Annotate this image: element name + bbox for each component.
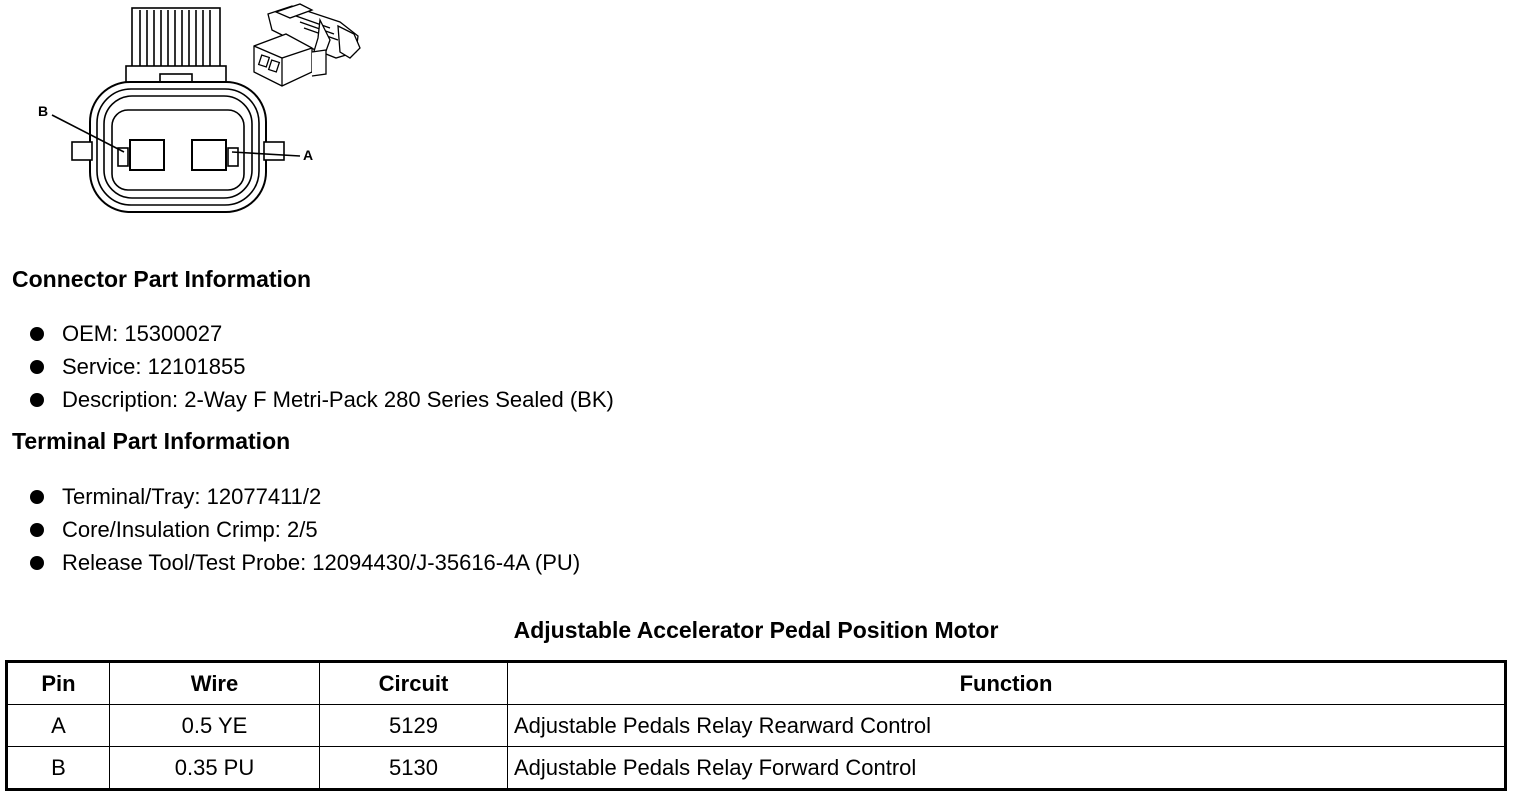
- connector-lock-tab: [126, 8, 226, 86]
- list-item: [28, 320, 614, 353]
- connector-description: Description: 2-Way F Metri-Pack 280 Series Sealed (BK): [62, 387, 614, 412]
- pin-label-b: B: [38, 103, 49, 119]
- connector-service: Service: 12101855: [62, 354, 246, 379]
- terminal-tray: Terminal/Tray: 12077411/2: [62, 484, 322, 509]
- pin-label-a: A: [303, 147, 314, 163]
- connector-info-heading: Connector Part Information: [12, 266, 312, 292]
- terminal-release-tool: Release Tool/Test Probe: 12094430/J-35616-4A (PU): [62, 550, 581, 575]
- table-row: [7, 747, 1506, 790]
- header-function: Function: [508, 662, 1506, 705]
- cell-circuit: 5130: [320, 747, 508, 790]
- table-row: [7, 705, 1506, 747]
- connector-oem: OEM: 15300027: [62, 321, 223, 346]
- table-header-row: [7, 662, 1506, 705]
- header-wire: Wire: [110, 662, 320, 705]
- cell-function: Adjustable Pedals Relay Rearward Control: [508, 705, 1506, 747]
- terminal-info-list: [28, 483, 580, 582]
- pinout-table: [5, 660, 1507, 791]
- list-item: [28, 483, 580, 516]
- cell-wire: 0.5 YE: [110, 705, 320, 747]
- list-item: [28, 549, 580, 582]
- terminal-info-heading: Terminal Part Information: [12, 428, 291, 454]
- list-item: [28, 386, 614, 419]
- bullet-icon: [30, 556, 44, 570]
- connector-housing: [72, 82, 284, 212]
- header-pin: Pin: [7, 662, 110, 705]
- cell-pin: A: [7, 705, 110, 747]
- connector-face-diagram: [0, 0, 380, 225]
- cell-circuit: 5129: [320, 705, 508, 747]
- cell-wire: 0.35 PU: [110, 747, 320, 790]
- bullet-icon: [30, 360, 44, 374]
- bullet-icon: [30, 327, 44, 341]
- bullet-icon: [30, 490, 44, 504]
- cell-function: Adjustable Pedals Relay Forward Control: [508, 747, 1506, 790]
- connector-info-list: [28, 320, 614, 419]
- terminal-crimp: Core/Insulation Crimp: 2/5: [62, 517, 318, 542]
- bullet-icon: [30, 523, 44, 537]
- list-item: [28, 353, 614, 386]
- list-item: [28, 516, 580, 549]
- header-circuit: Circuit: [320, 662, 508, 705]
- cell-pin: B: [7, 747, 110, 790]
- connector-isometric-thumbnail: [254, 4, 360, 86]
- table-title: Adjustable Accelerator Pedal Position Motor: [513, 617, 999, 643]
- bullet-icon: [30, 393, 44, 407]
